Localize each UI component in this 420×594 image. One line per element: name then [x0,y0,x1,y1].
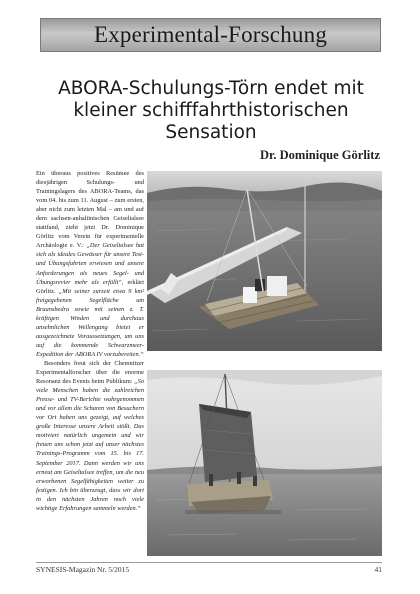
page-number: 41 [374,565,382,574]
p1-quote-1: „Der Geiseltalsee hat sich als ideales Gewässer für unsere Test- und Übungsfahrten erwiesen und unsere Anforderungen als neues Segel- und Übungsrevier mehr als erfüllt“ [36,242,144,286]
p1-intro: Ein überaus positives Resümee des diesjährigen Schulungs- und Trainingslagers des ABORA-Teams, das vom 04. bis zum 11. August – zum ersten, aber nicht zum letzten Mal – am und auf dem sachsen-anhaltinischen Geiseltalsee stattfand, zieht jetzt Dr. Dominique Görlitz vom Verein für experimentelle Archäologie e. V.: [36,170,144,250]
section-header-band [40,18,381,52]
reed-boat-sailing-photo [147,370,382,556]
section-title: Experimental-Forschung [93,22,328,47]
p2-quote: „So viele Menschen haben die zahlreichen Presse- und TV-Berichte wahrgenommen und vor allem die Scharen von Besuchern vor Ort haben uns gezeigt, auf welches große Interesse unsere Arbeit stößt. Das motiviert natürlich ungemein und wir freuen uns schon jetzt auf unser nächstes Trainings-Programm vom 15. bis 17. September 2017. Dann werden wir uns erneut am Geiseltalsee treffen, um die neu erworbenen Segelfähigkeiten weiter zu festigen. Ich bin überzeugt, dass wir dort in den nächsten Jahren noch viele wichtige Erfahrungen sammeln werden.“ [36,378,144,512]
magazine-issue: SYNESIS-Magazin Nr. 5/2015 [36,565,130,574]
page-footer [36,562,382,574]
reed-boat-moored-aerial-photo [147,171,382,351]
article-author: Dr. Dominique Görlitz [259,148,380,162]
p1-attribution: , erklärt Görlitz. [36,278,144,295]
p2-intro: Besonders freut sich der Chemnitzer Experimentalforscher über die enorme Resonanz des Events beim Publikum: [36,359,144,386]
article-body [36,169,144,513]
paragraph-2 [36,359,144,513]
article-title: ABORA-Schulungs-Törn endet mit kleiner schifffahrthistorischen Sensation [58,78,364,143]
article-title-block [36,78,386,144]
p1-quote-2: „Mit seiner zurzeit etwa 9 km² freigegebenen Segelfläche um Braunsbedra sowie mit seinen z. T. kräftigen Winden und durchaus ansehnlichen Wellengang bietet er ausgezeichnete Voraussetzungen, um uns auf die kommende Schwarzmeer-Expedition der ABORA IV vorzubereiten.“ [36,287,144,358]
paragraph-1 [36,169,144,359]
